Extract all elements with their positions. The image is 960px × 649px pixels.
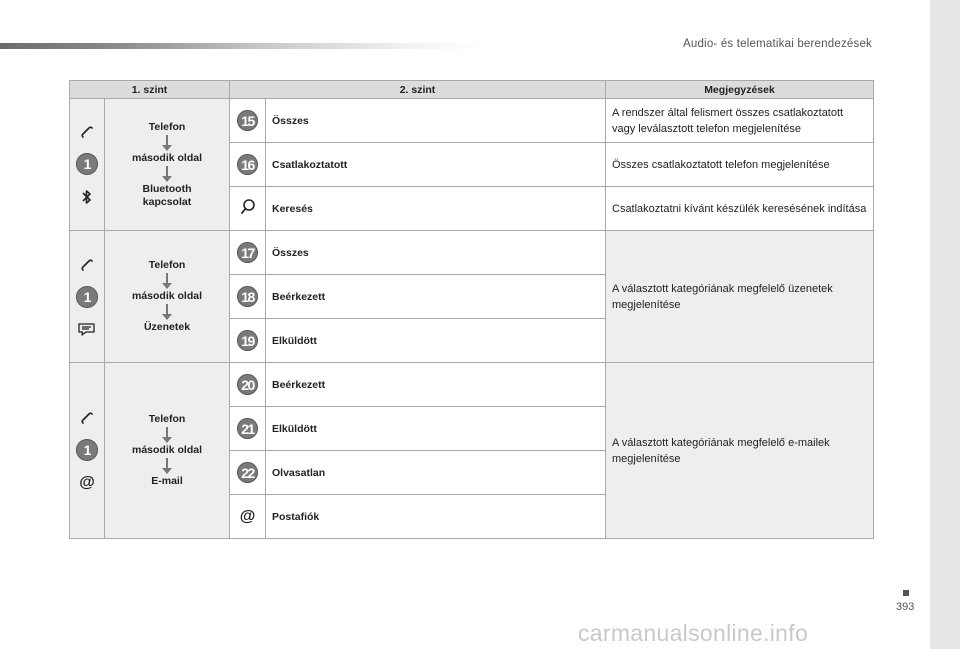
level2-label: Beérkezett: [266, 275, 606, 319]
level2-badge-cell: [230, 319, 266, 363]
down-arrow-icon: [166, 273, 168, 283]
path-step: második oldal: [131, 290, 203, 302]
down-arrow-icon: [166, 304, 168, 314]
level2-badge-cell: [230, 363, 266, 407]
header-level1: 1. szint: [70, 81, 230, 99]
at-icon: @: [239, 507, 256, 525]
level1-path: [105, 231, 230, 363]
level1-icons: [70, 99, 105, 231]
note-text: Csatlakoztatni kívánt készülék keresésének indítása: [606, 187, 874, 231]
table-row: [70, 363, 874, 407]
search-icon: [240, 198, 256, 216]
header-level2: 2. szint: [230, 81, 606, 99]
level2-badge: 15: [237, 110, 258, 131]
path-step: Telefon: [148, 120, 186, 133]
table-row: [70, 99, 874, 143]
at-icon: @: [79, 473, 95, 491]
section-title: Audio- és telematikai berendezések: [683, 38, 872, 50]
down-arrow-icon: [166, 427, 168, 437]
down-arrow-icon: [166, 135, 168, 145]
path-step: második oldal: [131, 444, 203, 456]
level2-label: Csatlakoztatott: [266, 143, 606, 187]
level2-icon-cell: [230, 187, 266, 231]
level2-badge-cell: [230, 275, 266, 319]
phone-icon: [80, 411, 94, 425]
bluetooth-icon: [81, 189, 93, 205]
down-arrow-icon: [166, 166, 168, 176]
right-margin-bar: [930, 0, 960, 649]
page-bullet: [903, 590, 909, 596]
level2-badge: 21: [237, 418, 258, 439]
path-step: Bluetooth kapcsolat: [142, 182, 192, 208]
level2-badge-cell: [230, 407, 266, 451]
level1-badge: 1: [76, 439, 98, 461]
level1-path: [105, 363, 230, 539]
header-gradient-bar: [0, 43, 480, 49]
level2-label: Összes: [266, 99, 606, 143]
watermark: carmanualsonline.info: [578, 620, 809, 646]
level2-badge: 16: [237, 154, 258, 175]
level2-label: Postafiók: [266, 495, 606, 539]
path-step: E-mail: [151, 475, 183, 487]
level2-badge-cell: [230, 143, 266, 187]
table-row: [70, 231, 874, 275]
phone-icon: [80, 125, 94, 139]
level2-label: Összes: [266, 231, 606, 275]
menu-table: [69, 80, 874, 539]
path-step: Telefon: [148, 259, 186, 271]
note-text: A rendszer által felismert összes csatlakoztatott vagy leválasztott telefon megjelenítése: [606, 99, 874, 143]
table-header-row: [70, 81, 874, 99]
level1-icons: [70, 231, 105, 363]
level2-icon-cell: [230, 495, 266, 539]
level1-icons: [70, 363, 105, 539]
down-arrow-icon: [166, 458, 168, 468]
phone-icon: [80, 258, 94, 272]
note-text: A választott kategóriának megfelelő üzenetek megjelenítése: [606, 231, 874, 363]
level1-badge: 1: [76, 153, 98, 175]
header-notes: Megjegyzések: [606, 81, 874, 99]
sms-icon: [77, 322, 97, 336]
level1-path: [105, 99, 230, 231]
level2-label: Beérkezett: [266, 363, 606, 407]
path-step: Telefon: [148, 413, 186, 425]
path-step: második oldal: [131, 151, 203, 164]
level2-badge: 22: [237, 462, 258, 483]
level2-label: Elküldött: [266, 407, 606, 451]
path-step: Üzenetek: [143, 321, 191, 333]
level2-label: Keresés: [266, 187, 606, 231]
level2-badge-cell: [230, 99, 266, 143]
level1-badge: 1: [76, 286, 98, 308]
level2-badge: 20: [237, 374, 258, 395]
note-text: A választott kategóriának megfelelő e-mailek megjelenítése: [606, 363, 874, 539]
level2-badge-cell: [230, 231, 266, 275]
level2-badge: 18: [237, 286, 258, 307]
level2-label: Olvasatlan: [266, 451, 606, 495]
note-text: Összes csatlakoztatott telefon megjelenítése: [606, 143, 874, 187]
level2-label: Elküldött: [266, 319, 606, 363]
level2-badge: 19: [237, 330, 258, 351]
level2-badge: 17: [237, 242, 258, 263]
page-number: 393: [896, 601, 915, 613]
level2-badge-cell: [230, 451, 266, 495]
